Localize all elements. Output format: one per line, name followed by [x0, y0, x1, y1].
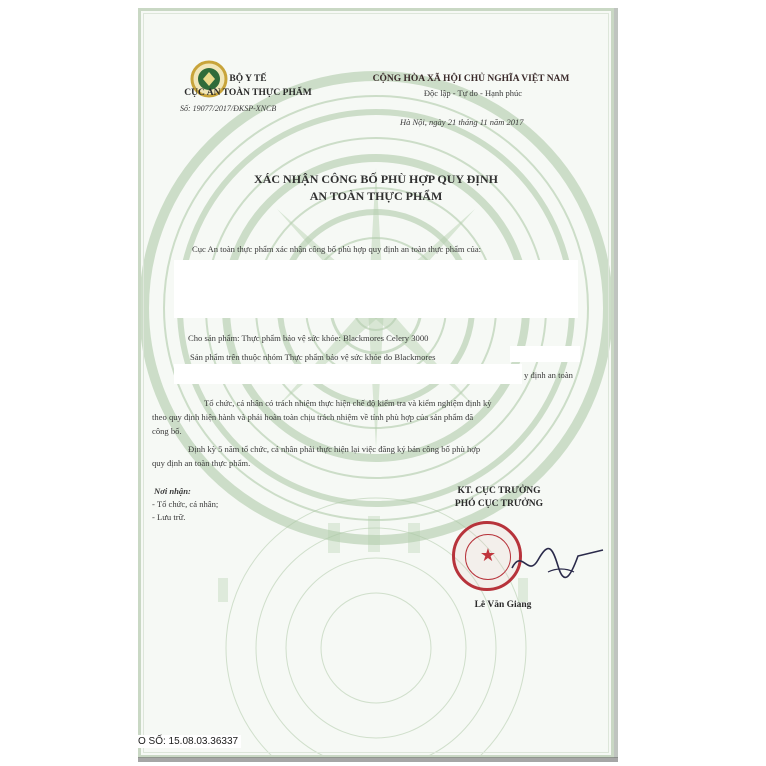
- compliance-tail: y định an toàn: [524, 370, 573, 380]
- nation-motto: Độc lập - Tự do - Hạnh phúc: [423, 88, 523, 98]
- nation-title: CỘNG HÒA XÃ HỘI CHỦ NGHĨA VIỆT NAM: [372, 74, 570, 84]
- seal-emblem: [465, 534, 511, 580]
- signer-name: Lê Văn Giang: [474, 600, 532, 610]
- redacted-compliance-line: [174, 364, 522, 384]
- signer-role-1: KT. CỤC TRƯỞNG: [457, 486, 541, 496]
- handwritten-signature: [508, 538, 608, 588]
- issue-date: Hà Nội, ngày 21 tháng 11 năm 2017: [400, 117, 524, 127]
- product-line: [188, 333, 428, 343]
- redacted-company-block: [174, 260, 578, 318]
- recipient-item-2: - Lưu trữ.: [152, 512, 186, 522]
- renewal-para-line1: Định kỳ 5 năm tổ chức, cá nhân phải thực hiện lại việc đăng ký bản công bố phù hợp: [188, 444, 481, 454]
- signer-role-2: PHÓ CỤC TRƯỞNG: [454, 499, 544, 509]
- scan-edge-bottom: [138, 757, 618, 762]
- document-title-line2: AN TOÀN THỰC PHẨM: [309, 189, 443, 203]
- responsibility-para-line2: theo quy định hiện hành và phải hoàn toàn chịu trách nhiệm về tính phù hợp của sản phẩm đã: [152, 412, 474, 422]
- recipients-label: Nơi nhận:: [154, 486, 191, 496]
- product-origin-line: Sản phẩm trên thuộc nhóm Thực phẩm bảo vệ sức khỏe do Blackmores: [190, 352, 436, 362]
- document-title-line1: XÁC NHẬN CÔNG BỐ PHÙ HỢP QUY ĐỊNH: [254, 172, 498, 186]
- responsibility-para-line1: Tổ chức, cá nhân có trách nhiệm thực hiện chế độ kiểm tra và kiểm nghiệm định kỳ: [204, 398, 492, 408]
- product-text: Cho sản phẩm: Thực phẩm bảo vệ sức khỏe: Blackmores Celery 3000: [188, 333, 429, 343]
- certificate-code: O SỐ: 15.08.03.36337: [135, 735, 241, 748]
- redacted-origin-tail: [510, 346, 580, 362]
- recipient-item-1: - Tổ chức, cá nhân;: [152, 499, 219, 509]
- star-icon: ★: [479, 545, 497, 565]
- document-number: Số: 19077/2017/ĐKSP-XNCB: [180, 104, 277, 113]
- ministry-name: BỘ Y TẾ: [229, 74, 267, 84]
- department-name: CỤC AN TOÀN THỰC PHẨM: [184, 88, 312, 98]
- certificate-document: [138, 8, 614, 758]
- scan-edge-right: [614, 8, 618, 758]
- responsibility-para-line3: công bố.: [152, 426, 182, 436]
- intro-text: Cục An toàn thực phẩm xác nhận công bố phù hợp quy định an toàn thực phẩm của:: [192, 244, 482, 254]
- renewal-para-line2: quy định an toàn thực phẩm.: [152, 458, 251, 468]
